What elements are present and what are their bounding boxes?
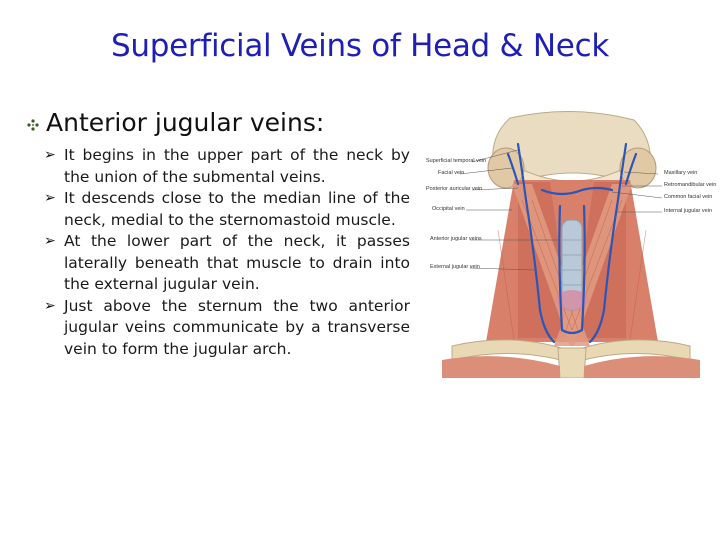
bullet-point	[44, 231, 410, 296]
slide-title: Superficial Veins of Head & Neck	[111, 28, 609, 64]
anatomy-figure	[422, 110, 720, 378]
arrowhead-bullet-icon: ➢	[44, 190, 56, 206]
arrowhead-bullet-icon: ➢	[44, 147, 56, 163]
arrowhead-bullet-icon: ➢	[44, 233, 56, 249]
label-posterior-auricular-vein: Posterior auricular vein	[426, 186, 483, 192]
label-external-jugular-vein: External jugular vein	[430, 264, 480, 270]
bullet-point	[44, 145, 410, 188]
bullet-text: At the lower part of the neck, it passes laterally beneath that muscle to drain into the external jugular vein.	[64, 232, 410, 293]
bullet-text: It begins in the upper part of the neck by the union of the submental veins.	[64, 146, 410, 186]
label-common-facial-vein: Common facial vein	[664, 194, 713, 200]
label-maxillary-vein: Maxillary vein	[664, 170, 698, 176]
label-superficial-temporal-vein: Superficial temporal vein	[426, 158, 487, 164]
label-internal-jugular-vein: Internal jugular vein	[664, 208, 713, 214]
bullet-list	[44, 145, 410, 360]
label-occipital-vein: Occipital vein	[432, 206, 465, 212]
bullet-point	[44, 296, 410, 361]
bullet-text: It descends close to the median line of the neck, medial to the sternomastoid muscle.	[64, 189, 410, 229]
diamond-dots-bullet-icon	[26, 118, 40, 132]
bullet-text: Just above the sternum the two anterior jugular veins communicate by a transverse vein to form the jugular arch.	[64, 296, 410, 358]
section-heading: Anterior jugular veins:	[46, 108, 325, 137]
arrowhead-bullet-icon: ➢	[44, 297, 56, 314]
neck-anatomy-illustration	[422, 110, 720, 378]
label-retromandibular-vein: Retromandibular vein	[664, 182, 717, 188]
bullet-point	[44, 188, 410, 231]
label-anterior-jugular-veins: Anterior jugular veins	[430, 236, 482, 242]
label-facial-vein: Facial vein	[438, 170, 465, 176]
